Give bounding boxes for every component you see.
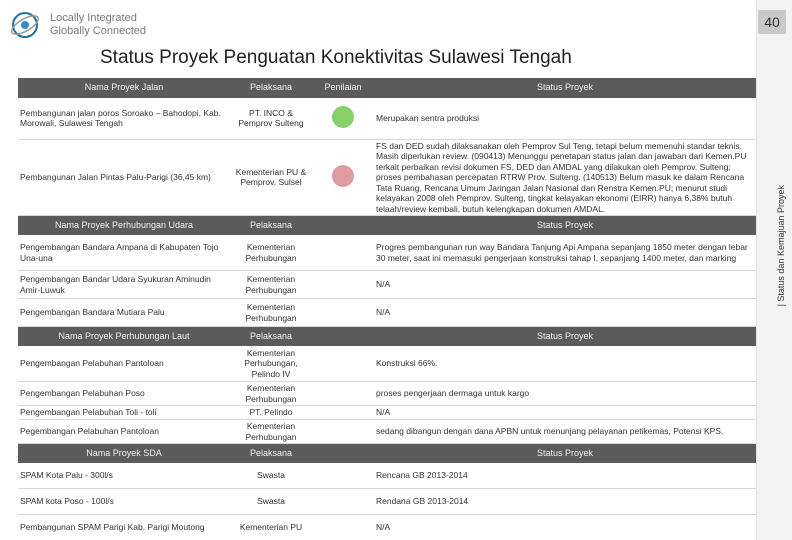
project-pelaksana: Swasta — [230, 463, 312, 489]
sda-header-status: Status Proyek — [374, 444, 756, 463]
project-status: N/A — [374, 299, 756, 327]
laut-header-row — [18, 327, 756, 346]
laut-header-name: Nama Proyek Perhubungan Laut — [18, 327, 230, 346]
table-row — [18, 489, 756, 515]
globe-logo-icon — [8, 8, 42, 42]
project-pelaksana: Kementerian Perhubungan — [230, 299, 312, 327]
udara-header-status: Status Proyek — [374, 216, 756, 235]
project-pelaksana: Kementerian Perhubungan — [230, 271, 312, 299]
laut-header-status: Status Proyek — [374, 327, 756, 346]
jalan-header-row — [18, 78, 756, 97]
project-pelaksana: PT. INCO & Pemprov Sulteng — [230, 97, 312, 139]
project-name: Pengembangan Bandar Udara Syukuran Aminudin Amir-Luwuk — [18, 271, 230, 299]
project-name: SPAM Kota Palu - 300l/s — [18, 463, 230, 489]
project-status: N/A — [374, 271, 756, 299]
logo — [8, 8, 208, 42]
table-row — [18, 382, 756, 406]
project-status: Rendana GB 2013-2014 — [374, 489, 756, 515]
status-table — [18, 78, 756, 540]
project-status: sedang dibangun dengan dana APBN untuk menunjang pelayanan petikemas, Potensi KPS. — [374, 420, 756, 444]
project-name: Pengembangan Pelabuhan Pantoloan — [18, 346, 230, 382]
project-status: Rencana GB 2013-2014 — [374, 463, 756, 489]
side-caption-text: | Status dan Kemajuan Proyek — [776, 185, 786, 307]
project-name: Pengembangan Bandara Mutiara Palu — [18, 299, 230, 327]
project-pelaksana: Kementerian Perhubungan — [230, 420, 312, 444]
jalan-header-pelaksana: Pelaksana — [230, 78, 312, 97]
table-row — [18, 235, 756, 271]
table-row — [18, 271, 756, 299]
project-name: Pegembangan Pelabuhan Pantoloan — [18, 420, 230, 444]
sda-header-name: Nama Proyek SDA — [18, 444, 230, 463]
udara-header-pelaksana: Pelaksana — [230, 216, 312, 235]
side-caption — [774, 185, 788, 335]
project-status: Konstruksi 66%. — [374, 346, 756, 382]
jalan-header-penilaian: Penilaian — [312, 78, 374, 97]
project-pelaksana: Kementerian PU & Pemprov. Sulsel — [230, 139, 312, 216]
penilaian-cell — [312, 139, 374, 216]
project-name: SPAM kota Poso - 100l/s — [18, 489, 230, 515]
logo-text — [50, 12, 146, 38]
table-row — [18, 97, 756, 139]
table-row — [18, 346, 756, 382]
laut-header-pelaksana: Pelaksana — [230, 327, 312, 346]
udara-header-row — [18, 216, 756, 235]
table-row — [18, 299, 756, 327]
page-number: 40 — [758, 10, 786, 34]
table-row — [18, 463, 756, 489]
project-name: Pembangunan SPAM Parigi Kab. Parigi Moutong — [18, 515, 230, 540]
status-red-indicator — [332, 165, 354, 187]
project-name: Pengembangan Pelabuhan Poso — [18, 382, 230, 406]
project-status: Merupakan sentra produksi — [374, 97, 756, 139]
jalan-header-status: Status Proyek — [374, 78, 756, 97]
project-pelaksana: Kementerian Perhubungan, Pelindo IV — [230, 346, 312, 382]
udara-header-empty — [312, 216, 374, 235]
logo-line-1: Locally Integrated — [50, 12, 137, 24]
project-pelaksana: Kementerian Perhubungan — [230, 235, 312, 271]
status-green-indicator — [332, 106, 354, 128]
sda-header-row — [18, 444, 756, 463]
project-pelaksana: Kementerian PU — [230, 515, 312, 540]
logo-line-2: Globally Connected — [50, 25, 147, 37]
table-row — [18, 420, 756, 444]
project-name: Pembangunan jalan poros Soroako – Bahodopi, Kab. Morowali, Sulawesi Tengah — [18, 97, 230, 139]
penilaian-cell — [312, 97, 374, 139]
project-status: Progres pembangunan run way Bandara Tanjung Api Ampana sepanjang 1850 meter dengan lebar 30 meter, saat ini memasuki pengerjaan konstruksi tahap I, sepanjang 1400 meter, dan marking — [374, 235, 756, 271]
sda-header-pelaksana: Pelaksana — [230, 444, 312, 463]
project-pelaksana: PT. Pelindo — [230, 406, 312, 420]
udara-header-name: Nama Proyek Perhubungan Udara — [18, 216, 230, 235]
project-name: Pembangunan Jalan Pintas Palu-Parigi (36,45 km) — [18, 139, 230, 216]
table-row — [18, 406, 756, 420]
project-status: N/A — [374, 515, 756, 540]
table-row — [18, 139, 756, 216]
project-pelaksana: Kementerian Perhubungan — [230, 382, 312, 406]
project-status: FS dan DED sudah dilaksanakan oleh Pemprov Sul Teng, tetapi belum memenuhi standar teknis. Masih diperlukan review. (090413) Menunggu penetapan status jalan dan jawaban dari Kemen.PU terkait perbaikan revisi dokumen FS, DED dan AMDAL yang dilakukan oleh Pemprov. Sulteng; proses pembahasan percepatan RTRW Prov. Sulteng. (140513) Belum masuk ke dalam Rencana Tata Ruang, Rencana Umum Jaringan Jalan Nasional dan Renstra Kemen.PU; menurut studi kelayakan 2008 oleh Pemprov. Sulteng, tingkat kelayakan ekonomi (EIRR) hanya 6,38% butuh telaah/review kembali, butuh kelengkapan dokumen AMDAL. — [374, 139, 756, 216]
project-pelaksana: Swasta — [230, 489, 312, 515]
table-row — [18, 515, 756, 540]
jalan-header-name: Nama Proyek Jalan — [18, 78, 230, 97]
project-status: proses pengerjaan dermaga untuk kargo — [374, 382, 756, 406]
page-title: Status Proyek Penguatan Konektivitas Sulawesi Tengah — [100, 47, 572, 68]
project-name: Pengembangan Pelabuhan Toli - toli — [18, 406, 230, 420]
project-status: N/A — [374, 406, 756, 420]
project-name: Pengembangan Bandara Ampana di Kabupaten Tojo Una-una — [18, 235, 230, 271]
